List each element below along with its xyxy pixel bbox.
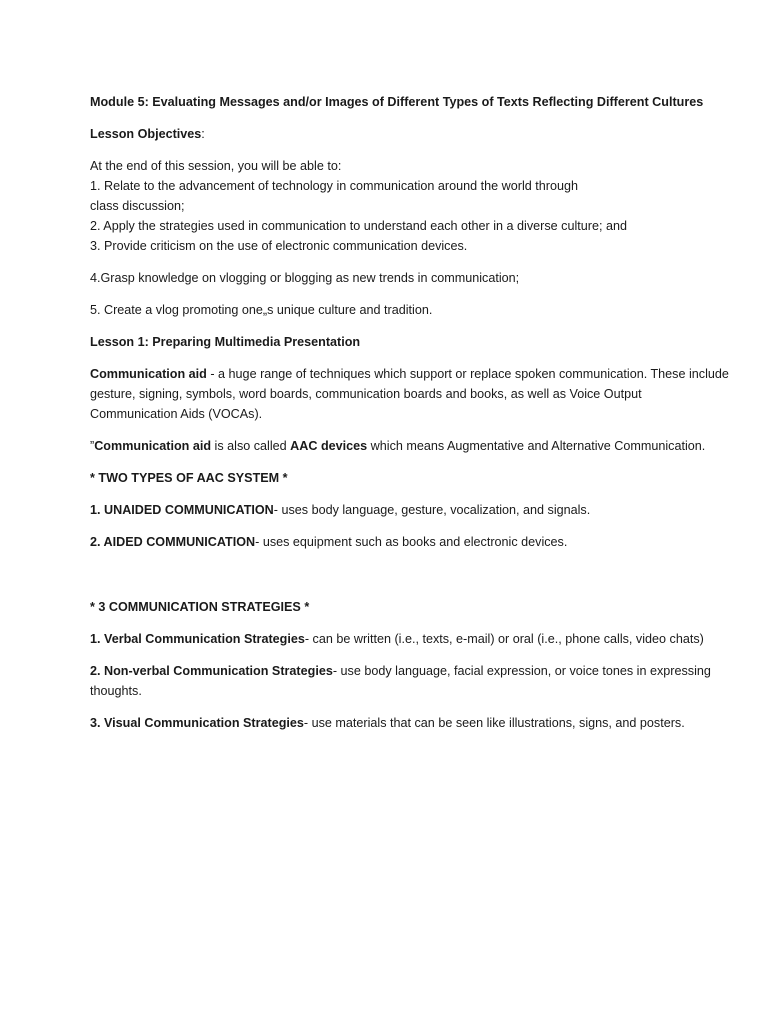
objective-3: 3. Provide criticism on the use of electronic communication devices. bbox=[90, 239, 468, 253]
objective-1-line-2: class discussion; bbox=[90, 199, 185, 213]
objective-4: 4.Grasp knowledge on vlogging or blogging as new trends in communication; bbox=[90, 271, 520, 285]
aac-types-heading: * TWO TYPES OF AAC SYSTEM * bbox=[90, 471, 288, 485]
objective-2: 2. Apply the strategies used in communication to understand each other in a diverse culture; and bbox=[90, 219, 627, 233]
objective-1-line-1: 1. Relate to the advancement of technology in communication around the world through bbox=[90, 179, 578, 193]
module-title: Module 5: Evaluating Messages and/or Images of Different Types of Texts Reflecting Different Cultures bbox=[90, 95, 704, 109]
communication-aid-text: - a huge range of techniques which support or replace spoken communication. These include gesture, signing, symbols, word boards, communication boards and books, as well as Voice Output Communication Aids (VOCAs). bbox=[90, 367, 729, 421]
aac-devices-term: AAC devices bbox=[290, 439, 368, 453]
objectives-heading-colon: : bbox=[201, 127, 205, 141]
objectives-heading-text: Lesson Objectives bbox=[90, 127, 202, 141]
aac-type-1-term: 1. UNAIDED COMMUNICATION bbox=[90, 503, 274, 517]
aac-mid-text: is also called bbox=[211, 439, 291, 453]
objectives-intro: At the end of this session, you will be able to: bbox=[90, 159, 342, 173]
strategies-heading: * 3 COMMUNICATION STRATEGIES * bbox=[90, 600, 310, 614]
strategy-1 bbox=[90, 629, 730, 649]
aac-type-2-text: - uses equipment such as books and electronic devices. bbox=[255, 535, 568, 549]
aac-type-2 bbox=[90, 532, 730, 552]
lesson-1-title: Lesson 1: Preparing Multimedia Presentation bbox=[90, 335, 361, 349]
aac-type-1-text: - uses body language, gesture, vocalization, and signals. bbox=[273, 503, 591, 517]
strategy-2-text: - use body language, facial expression, or voice tones in expressing thoughts. bbox=[90, 664, 711, 698]
strategy-1-term: 1. Verbal Communication Strategies bbox=[90, 632, 305, 646]
aac-quote-mark: ” bbox=[90, 439, 95, 453]
strategy-2 bbox=[90, 661, 730, 701]
strategy-3-text: - use materials that can be seen like illustrations, signs, and posters. bbox=[303, 716, 685, 730]
aac-type-2-term: 2. AIDED COMMUNICATION bbox=[90, 535, 256, 549]
objectives-heading bbox=[90, 124, 730, 144]
strategy-1-text: - can be written (i.e., texts, e-mail) or oral (i.e., phone calls, video chats) bbox=[304, 632, 704, 646]
document-page bbox=[90, 92, 730, 733]
strategy-2-term: 2. Non-verbal Communication Strategies bbox=[90, 664, 333, 678]
strategy-3-term: 3. Visual Communication Strategies bbox=[90, 716, 304, 730]
communication-aid-definition bbox=[90, 364, 730, 424]
objectives-list bbox=[90, 156, 730, 256]
aac-definition bbox=[90, 436, 730, 456]
aac-type-1 bbox=[90, 500, 730, 520]
strategy-3 bbox=[90, 713, 730, 733]
aac-rest-text: which means Augmentative and Alternative Communication. bbox=[367, 439, 706, 453]
communication-aid-term: Communication aid bbox=[90, 367, 207, 381]
objective-5: 5. Create a vlog promoting one„s unique culture and tradition. bbox=[90, 303, 433, 317]
aac-communication-aid-term: Communication aid bbox=[94, 439, 212, 453]
